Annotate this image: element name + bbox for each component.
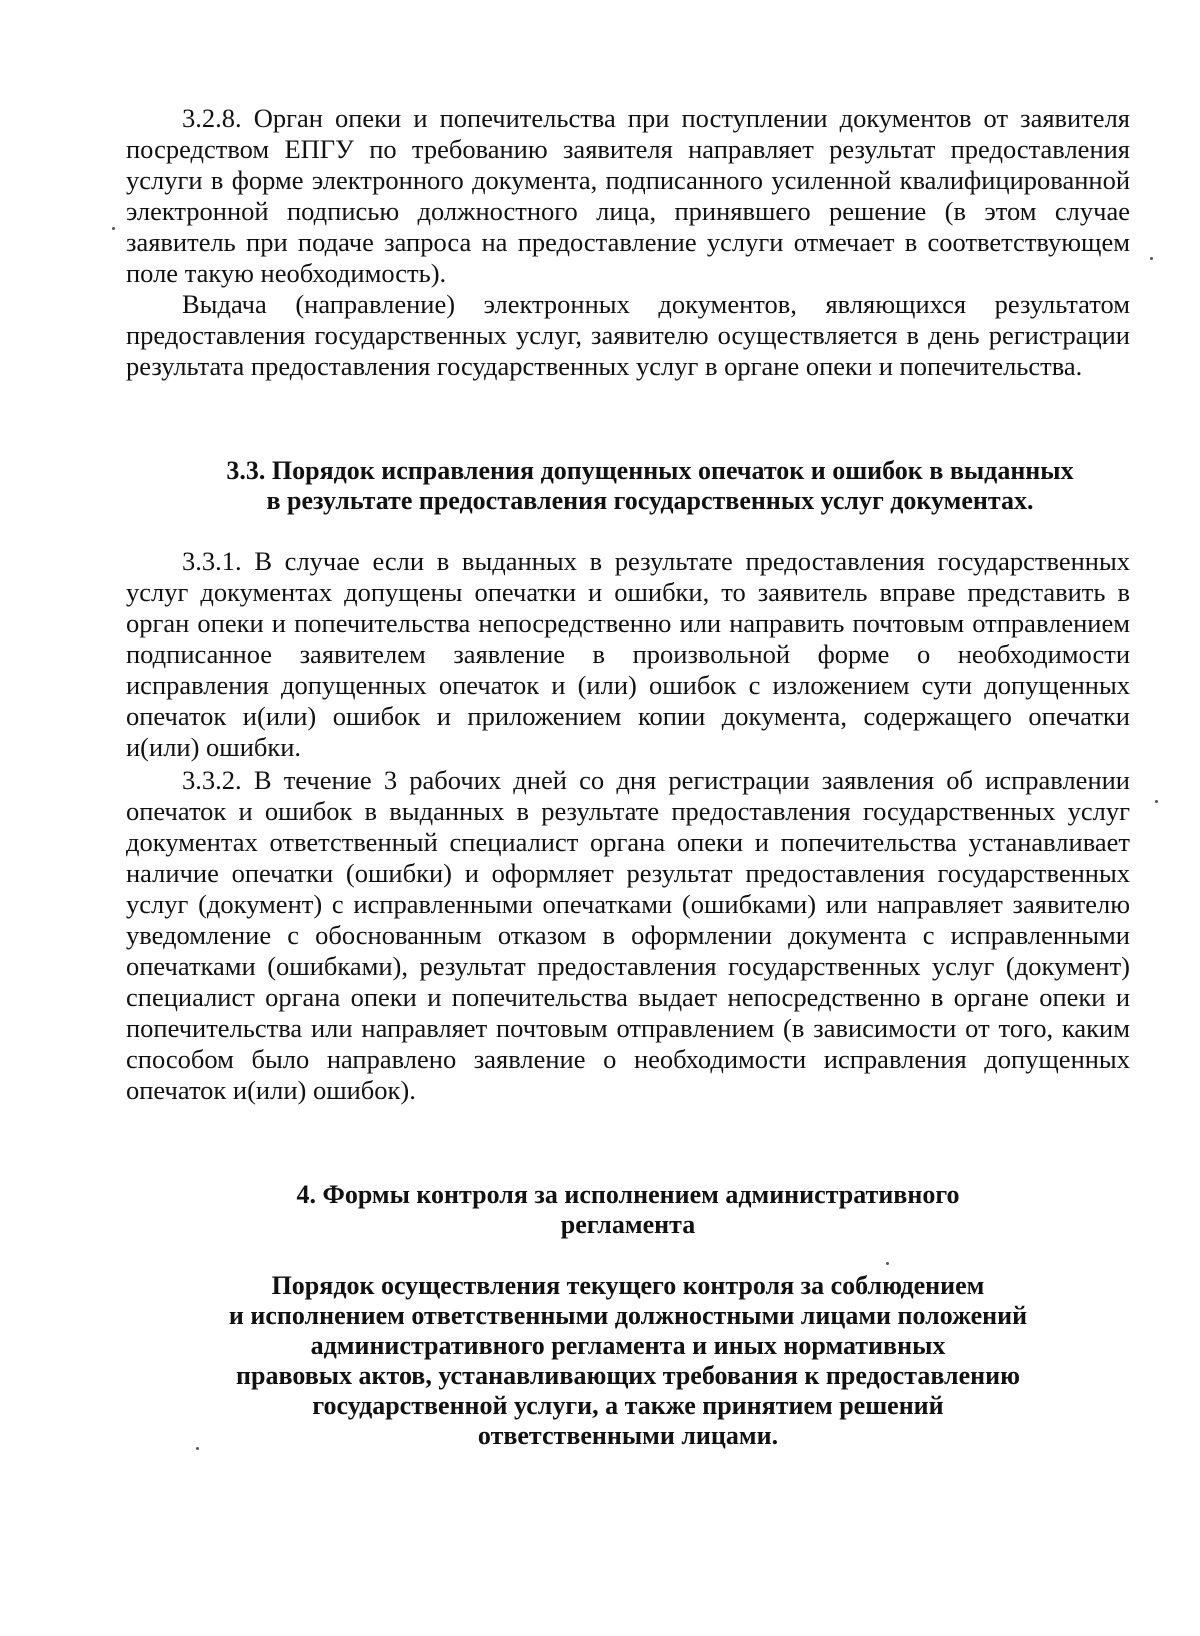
heading-3-3-line-1: 3.3. Порядок исправления допущенных опечаток и ошибок в выданных [226,456,1074,485]
scan-speck [1150,257,1153,260]
scan-speck [196,1447,199,1450]
heading-3-3 [150,456,1150,516]
paragraph-3-3-1: 3.3.1. В случае если в выданных в результате предоставления государственных услуг документах допущены опечатки и ошибки, то заявитель вправе представить в орган опеки и попечительства непосредственно или направить почтовым отправлением подписанное заявителем заявление в произвольной форме о необходимости исправления допущенных опечаток и (или) ошибок с изложением сути допущенных опечаток и(или) ошибок и приложением копии документа, содержащего опечатки и(или) ошибки. [126,546,1130,762]
heading-section-4-line-2: регламента [560,1210,696,1239]
scan-speck [112,227,115,230]
scan-speck [1155,800,1158,803]
subheading-line-5: государственной услуги, а также принятием решений [312,1391,944,1420]
subheading-line-6: ответственными лицами. [477,1421,779,1450]
paragraph-issuance: Выдача (направление) электронных документов, являющихся результатом предоставления государственных услуг, заявителю осуществляется в день регистрации результата предоставления государственных услуг в органе опеки и попечительства. [126,289,1130,381]
heading-section-4-line-1: 4. Формы контроля за исполнением административного [296,1180,960,1209]
subheading-line-4: правовых актов, устанавливающих требования к предоставлению [236,1361,1020,1390]
heading-3-3-line-2: в результате предоставления государственных услуг документах. [266,486,1034,515]
subheading-current-control [126,1271,1130,1451]
paragraph-3-2-8: 3.2.8. Орган опеки и попечительства при поступлении документов от заявителя посредством ЕПГУ по требованию заявителя направляет результат предоставления услуги в форме электронного документа, подписанного усиленной квалифицированной электронной подписью должностного лица, принявшего решение (в этом случае заявитель при подаче запроса на предоставление услуги отмечает в соответствующем поле такую необходимость). [126,103,1130,288]
heading-section-4 [126,1180,1130,1240]
subheading-line-1: Порядок осуществления текущего контроля за соблюдением [271,1271,985,1300]
paragraph-3-3-2: 3.3.2. В течение 3 рабочих дней со дня регистрации заявления об исправлении опечаток и ошибок в выданных в результате предоставления государственных услуг документах ответственный специалист органа опеки и попечительства устанавливает наличие опечатки (ошибки) и оформляет результат предоставления государственных услуг (документ) с исправленными опечатками (ошибками) или направляет заявителю уведомление с обоснованным отказом в оформлении документа с исправленными опечатками (ошибками), результат предоставления государственных услуг (документ) специалист органа опеки и попечительства выдает непосредственно в органе опеки и попечительства или направляет почтовым отправлением (в зависимости от того, каким способом было направлено заявление о необходимости исправления допущенных опечаток и(или) ошибок). [126,765,1130,1105]
subheading-line-2: и исполнением ответственными должностными лицами положений [228,1301,1028,1330]
subheading-line-3: административного регламента и иных нормативных [310,1331,946,1360]
scan-speck [886,1262,889,1265]
